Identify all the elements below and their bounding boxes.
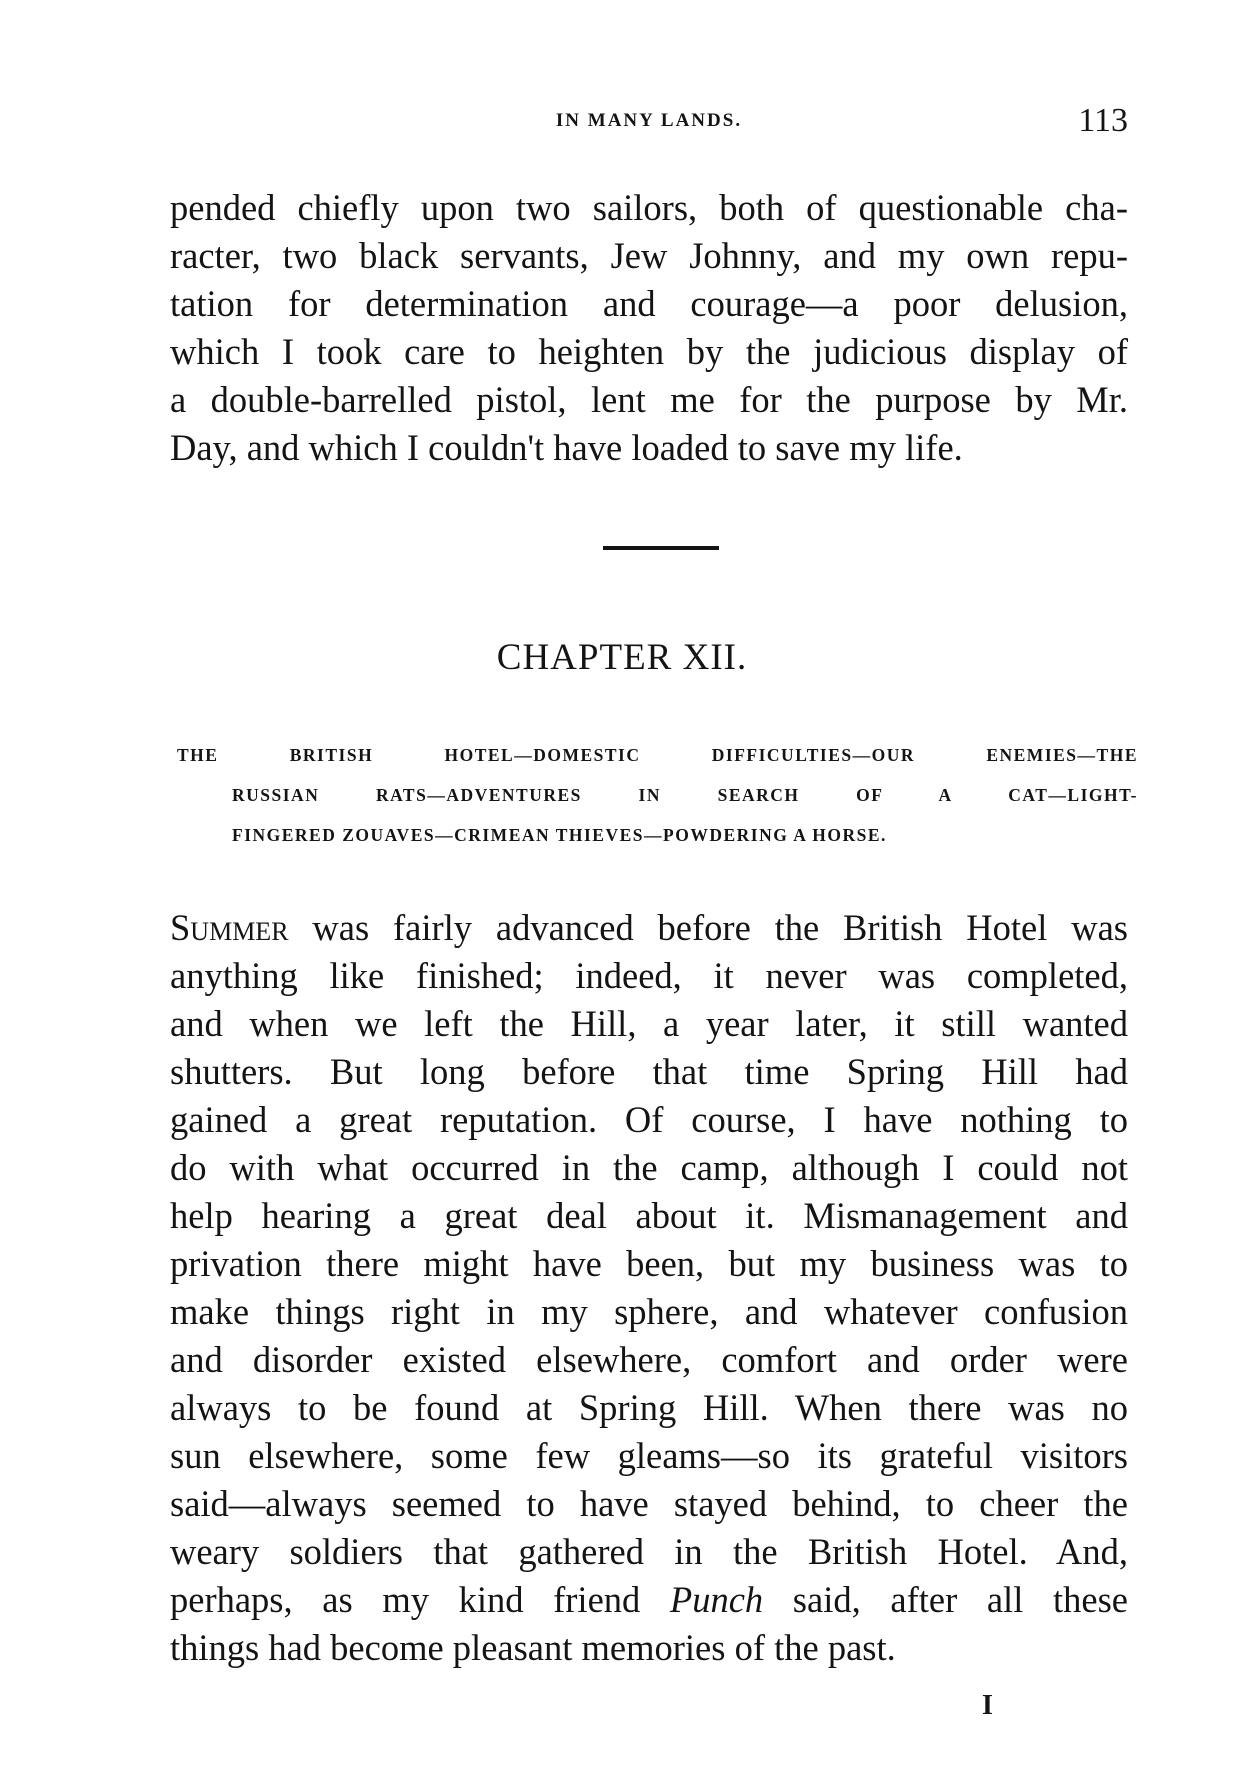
text-segment: said, after all these: [763, 1579, 1128, 1620]
running-title: IN MANY LANDS.: [555, 110, 743, 131]
text-line: make things right in my sphere, and whatever confusion: [170, 1291, 1128, 1332]
signature-mark: I: [982, 1690, 993, 1721]
text-line: [170, 1576, 1128, 1624]
text-line: do with what occurred in the camp, although I could not: [170, 1147, 1128, 1188]
text-line: which I took care to heighten by the judicious display of: [170, 331, 1128, 372]
section-divider: [603, 546, 719, 550]
main-paragraph: [170, 904, 1128, 1672]
text-line: and disorder existed elsewhere, comfort and order were: [170, 1339, 1128, 1380]
text-line: things had become pleasant memories of the past.: [170, 1627, 896, 1668]
text-line: help hearing a great deal about it. Mismanagement and: [170, 1195, 1128, 1236]
drop-word: Summer: [170, 907, 289, 948]
text-line: racter, two black servants, Jew Johnny, and my own repu-: [170, 235, 1128, 276]
text-line: privation there might have been, but my business was to: [170, 1243, 1128, 1284]
text-line: anything like finished; indeed, it never was completed,: [170, 955, 1128, 996]
text-line: always to be found at Spring Hill. When there was no: [170, 1387, 1128, 1428]
text-line: said—always seemed to have stayed behind, to cheer the: [170, 1483, 1128, 1524]
text-line: Day, and which I couldn't have loaded to save my life.: [170, 427, 963, 468]
chapter-synopsis: [177, 735, 1138, 855]
running-head: [170, 102, 1128, 142]
synopsis-line: THE BRITISH HOTEL—DOMESTIC DIFFICULTIES—OUR ENEMIES—THE: [177, 745, 1138, 765]
text-line: and when we left the Hill, a year later, it still wanted: [170, 1003, 1128, 1044]
text-line: gained a great reputation. Of course, I have nothing to: [170, 1099, 1128, 1140]
continued-paragraph: [170, 184, 1128, 472]
synopsis-line: RUSSIAN RATS—ADVENTURES IN SEARCH OF A CAT—LIGHT-: [232, 785, 1138, 805]
text-line: [170, 904, 1128, 952]
text-line: shutters. But long before that time Spring Hill had: [170, 1051, 1128, 1092]
italic-title: Punch: [669, 1579, 764, 1620]
text-line: tation for determination and courage—a poor delusion,: [170, 283, 1128, 324]
text-line: pended chiefly upon two sailors, both of questionable cha-: [170, 187, 1128, 228]
first-line-text: was fairly advanced before the British Hotel was: [288, 907, 1128, 948]
text-line: weary soldiers that gathered in the British Hotel. And,: [170, 1531, 1128, 1572]
text-segment: perhaps, as my kind friend: [170, 1579, 670, 1620]
synopsis-line: FINGERED ZOUAVES—CRIMEAN THIEVES—POWDERING A HORSE.: [232, 825, 887, 845]
chapter-heading: CHAPTER XII.: [496, 637, 748, 678]
text-line: a double-barrelled pistol, lent me for the purpose by Mr.: [170, 379, 1128, 420]
page-number: 113: [1078, 102, 1128, 139]
text-line: sun elsewhere, some few gleams—so its grateful visitors: [170, 1435, 1128, 1476]
